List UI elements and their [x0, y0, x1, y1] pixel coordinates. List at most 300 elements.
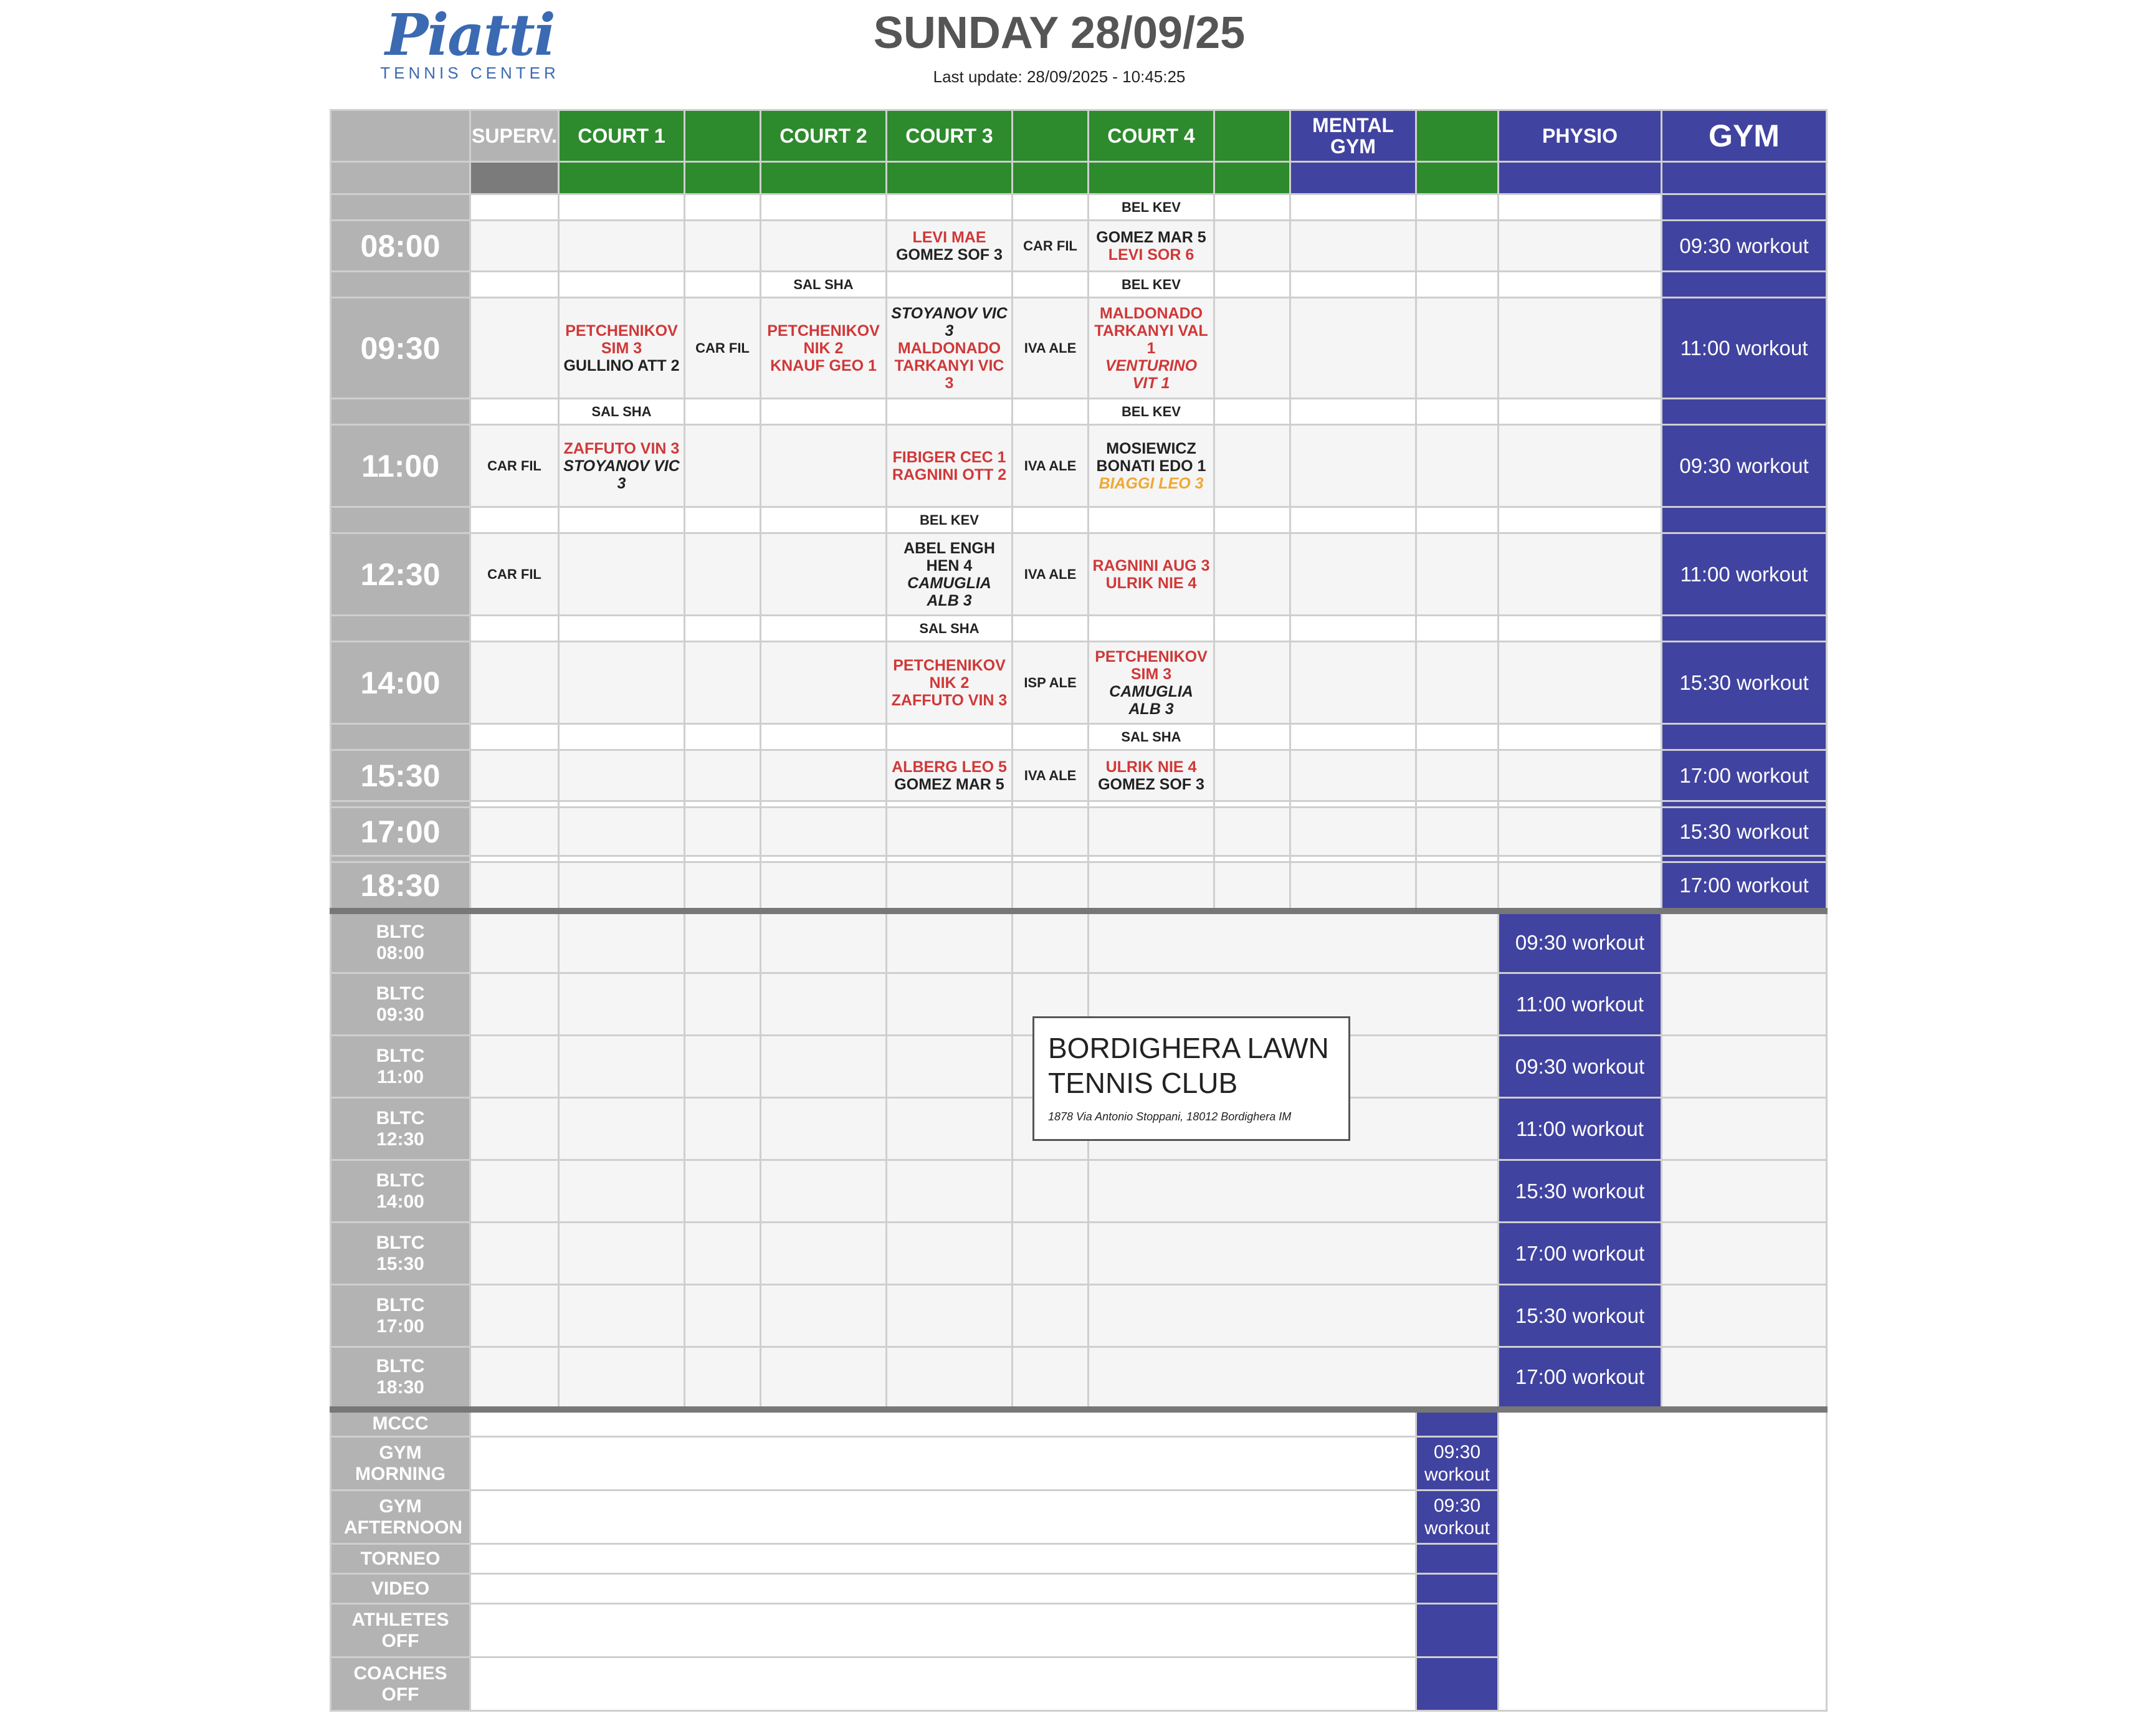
- player-entry: ULRIK NIE 4: [1105, 758, 1197, 776]
- booking-cell[interactable]: [887, 642, 1013, 724]
- bltc-court-cell[interactable]: [685, 1098, 761, 1160]
- bltc-court-cell[interactable]: [761, 911, 887, 973]
- player-entry: RAGNINI AUG 3: [1092, 556, 1210, 575]
- schedule-cell[interactable]: [1290, 298, 1416, 399]
- bottom-row-value: [1416, 1409, 1499, 1437]
- schedule-cell[interactable]: [1214, 298, 1290, 399]
- bltc-court-cell[interactable]: [470, 1036, 559, 1098]
- pre-row-cell: [1499, 856, 1662, 862]
- schedule-cell[interactable]: [1499, 533, 1662, 616]
- schedule-cell[interactable]: [1499, 425, 1662, 507]
- schedule-cell[interactable]: [685, 862, 761, 911]
- schedule-cell[interactable]: [470, 808, 559, 856]
- schedule-cell[interactable]: [1214, 862, 1290, 911]
- bltc-court-cell[interactable]: [1089, 1223, 1499, 1285]
- schedule-cell[interactable]: [1499, 862, 1662, 911]
- column-header: [685, 110, 761, 162]
- pre-row-cell: [1499, 194, 1662, 221]
- pre-row-cell: [761, 399, 887, 425]
- coach-assignment: SAL SHA: [1089, 724, 1214, 750]
- schedule-cell[interactable]: [1089, 862, 1214, 911]
- gym-workout-cell[interactable]: 09:30 workout: [1662, 221, 1827, 272]
- pre-row-cell: [1662, 399, 1827, 425]
- player-entry: ALBERG LEO 5: [892, 758, 1007, 776]
- booking-cell[interactable]: [761, 298, 887, 399]
- booking-cell[interactable]: [559, 425, 685, 507]
- booking-cell[interactable]: [1089, 750, 1214, 801]
- bltc-court-cell[interactable]: [1013, 1223, 1089, 1285]
- player-entry: ZAFFUTO VIN 3: [563, 439, 680, 457]
- column-header: COURT 4: [1089, 110, 1214, 162]
- coach-assignment: SAL SHA: [761, 272, 887, 298]
- time-slot-label: 17:00: [331, 808, 470, 856]
- bltc-court-cell[interactable]: [685, 1347, 761, 1409]
- bottom-row-notes[interactable]: [470, 1604, 1416, 1657]
- time-slot-label: 12:30: [331, 533, 470, 616]
- booking-cell[interactable]: [887, 750, 1013, 801]
- schedule-cell[interactable]: [761, 862, 887, 911]
- pre-row-cell: [887, 724, 1013, 750]
- schedule-cell[interactable]: [559, 808, 685, 856]
- schedule-cell[interactable]: [761, 533, 887, 616]
- bltc-time-label: [331, 1223, 470, 1285]
- logo-word: Piatti: [385, 1, 555, 69]
- schedule-cell[interactable]: [1214, 808, 1290, 856]
- bottom-row-notes[interactable]: [470, 1544, 1416, 1574]
- pre-row-cell: [1662, 616, 1827, 642]
- bltc-gym-cell: [1662, 1160, 1827, 1223]
- pre-row-cell: [470, 616, 559, 642]
- booking-cell[interactable]: [559, 298, 685, 399]
- coach-assignment[interactable]: CAR FIL: [470, 533, 559, 616]
- bltc-gym-cell: [1662, 1223, 1827, 1285]
- player-entry: PETCHENIKOV SIM 3: [565, 322, 678, 357]
- pre-row-cell: [761, 724, 887, 750]
- schedule-cell[interactable]: [1290, 425, 1416, 507]
- bltc-court-cell[interactable]: [887, 1347, 1013, 1409]
- bltc-time-label: [331, 1285, 470, 1347]
- schedule-cell[interactable]: [685, 425, 761, 507]
- bltc-court-cell[interactable]: [470, 1223, 559, 1285]
- header-subrow-cell: [1013, 162, 1089, 194]
- column-header: COURT 1: [559, 110, 685, 162]
- pre-row-cell: [685, 399, 761, 425]
- schedule-cell[interactable]: [685, 642, 761, 724]
- schedule-cell[interactable]: [559, 862, 685, 911]
- pre-row-cell: [1662, 856, 1827, 862]
- schedule-cell[interactable]: [1290, 533, 1416, 616]
- pre-row-cell: [470, 194, 559, 221]
- pre-row-cell: [1416, 507, 1499, 533]
- schedule-cell[interactable]: [1214, 425, 1290, 507]
- bottom-row-notes[interactable]: [470, 1574, 1416, 1604]
- schedule-cell[interactable]: [1214, 221, 1290, 272]
- pre-row-cell: [1290, 399, 1416, 425]
- bltc-label-text: BLTC 17:00: [376, 1294, 425, 1337]
- bottom-row-label: GYM MORNING: [331, 1437, 470, 1490]
- pre-row-cell: [1662, 194, 1827, 221]
- bltc-court-cell[interactable]: [1013, 1160, 1089, 1223]
- booking-cell[interactable]: [1089, 533, 1214, 616]
- schedule-cell[interactable]: [1214, 533, 1290, 616]
- player-entry: BIAGGI LEO 3: [1099, 474, 1204, 492]
- schedule-cell[interactable]: [470, 862, 559, 911]
- bltc-court-cell[interactable]: [685, 973, 761, 1036]
- column-header: SUPERV.: [470, 110, 559, 162]
- bltc-gym-cell: [1662, 1036, 1827, 1098]
- pre-row-cell: [470, 399, 559, 425]
- time-slot-label: 09:30: [331, 298, 470, 399]
- pre-row-cell: [1499, 801, 1662, 808]
- logo-subtitle: TENNIS CENTER: [380, 64, 560, 82]
- player-entry: PETCHENIKOV NIK 2: [893, 656, 1006, 692]
- bltc-court-cell[interactable]: [559, 1036, 685, 1098]
- bltc-court-cell[interactable]: [559, 1223, 685, 1285]
- schedule-cell[interactable]: [1290, 808, 1416, 856]
- gym-workout-cell[interactable]: 11:00 workout: [1662, 533, 1827, 616]
- bltc-court-cell[interactable]: [470, 1285, 559, 1347]
- schedule-cell[interactable]: [1416, 808, 1499, 856]
- schedule-cell[interactable]: [761, 808, 887, 856]
- bltc-court-cell[interactable]: [1013, 911, 1089, 973]
- physio-workout-cell[interactable]: 11:00 workout: [1499, 1098, 1662, 1160]
- bltc-court-cell[interactable]: [887, 1285, 1013, 1347]
- schedule-cell[interactable]: [1499, 298, 1662, 399]
- coach-assignment[interactable]: IVA ALE: [1013, 298, 1089, 399]
- schedule-cell[interactable]: [1499, 808, 1662, 856]
- physio-workout-cell[interactable]: 09:30 workout: [1499, 1036, 1662, 1098]
- column-header: COURT 2: [761, 110, 887, 162]
- bltc-court-cell[interactable]: [1089, 1285, 1499, 1347]
- bltc-time-label: [331, 1098, 470, 1160]
- schedule-cell[interactable]: [559, 642, 685, 724]
- coach-assignment[interactable]: CAR FIL: [470, 425, 559, 507]
- player-entry: LEVI SOR 6: [1108, 246, 1194, 264]
- booking-cell[interactable]: [1089, 642, 1214, 724]
- bottom-row-label: VIDEO: [331, 1574, 470, 1604]
- physio-workout-cell[interactable]: 11:00 workout: [1499, 973, 1662, 1036]
- schedule-cell[interactable]: [1290, 221, 1416, 272]
- bltc-time-label: [331, 1347, 470, 1409]
- column-header: COURT 3: [887, 110, 1013, 162]
- coach-assignment: BEL KEV: [1089, 194, 1214, 221]
- player-entry: FIBIGER CEC 1: [892, 448, 1006, 466]
- pre-row-cell: [1499, 724, 1662, 750]
- pre-row-cell: [1662, 272, 1827, 298]
- player-entry: PETCHENIKOV NIK 2: [767, 322, 880, 357]
- schedule-cell[interactable]: [1290, 642, 1416, 724]
- schedule-cell[interactable]: [1089, 808, 1214, 856]
- bltc-court-cell[interactable]: [761, 1347, 887, 1409]
- bottom-row-label: ATHLETES OFF: [331, 1604, 470, 1657]
- pre-row-cell: [559, 616, 685, 642]
- player-entry: GULLINO ATT 2: [563, 356, 680, 374]
- pre-row-cell: [1013, 272, 1089, 298]
- bottom-row-value: 09:30 workout: [1416, 1490, 1499, 1544]
- bltc-court-cell[interactable]: [559, 911, 685, 973]
- pre-row-cell: [470, 801, 559, 808]
- schedule-cell[interactable]: [1416, 221, 1499, 272]
- bltc-label-text: BLTC 11:00: [376, 1045, 425, 1087]
- player-entry: MALDONADO TARKANYI VAL 1: [1094, 304, 1208, 357]
- schedule-cell[interactable]: [685, 533, 761, 616]
- pre-row-cell: [470, 724, 559, 750]
- coach-assignment[interactable]: ISP ALE: [1013, 642, 1089, 724]
- schedule-cell[interactable]: [1416, 298, 1499, 399]
- column-header: [1416, 110, 1499, 162]
- pre-row-cell: [1290, 801, 1416, 808]
- header-subrow-cell: [1214, 162, 1290, 194]
- bottom-row-notes[interactable]: [470, 1437, 1416, 1490]
- bltc-court-cell[interactable]: [685, 1160, 761, 1223]
- coach-assignment[interactable]: IVA ALE: [1013, 533, 1089, 616]
- player-entry: CAMUGLIA ALB 3: [907, 574, 991, 609]
- schedule-cell[interactable]: [1499, 221, 1662, 272]
- booking-cell[interactable]: [887, 298, 1013, 399]
- schedule-cell[interactable]: [1013, 862, 1089, 911]
- bltc-court-cell[interactable]: [761, 1098, 887, 1160]
- schedule-cell[interactable]: [1416, 750, 1499, 801]
- column-header: PHYSIO: [1499, 110, 1662, 162]
- coach-assignment[interactable]: CAR FIL: [1013, 221, 1089, 272]
- pre-row-cell: [1089, 856, 1214, 862]
- bltc-court-cell[interactable]: [1089, 1347, 1499, 1409]
- pre-row-cell: [1214, 399, 1290, 425]
- bltc-court-cell[interactable]: [685, 1036, 761, 1098]
- pre-row-cell: [1290, 194, 1416, 221]
- bltc-court-cell[interactable]: [887, 1160, 1013, 1223]
- schedule-cell[interactable]: [1290, 862, 1416, 911]
- gym-workout-cell[interactable]: 11:00 workout: [1662, 298, 1827, 399]
- player-entry: VENTURINO VIT 1: [1105, 356, 1198, 392]
- physio-workout-cell[interactable]: 15:30 workout: [1499, 1160, 1662, 1223]
- player-entry: STOYANOV VIC 3: [891, 304, 1008, 340]
- bltc-court-cell[interactable]: [761, 1223, 887, 1285]
- gym-workout-cell[interactable]: 15:30 workout: [1662, 642, 1827, 724]
- booking-cell[interactable]: [1089, 221, 1214, 272]
- bltc-court-cell[interactable]: [685, 1285, 761, 1347]
- gym-workout-cell[interactable]: 17:00 workout: [1662, 862, 1827, 911]
- player-entry: GOMEZ SOF 3: [1098, 775, 1204, 793]
- schedule-cell[interactable]: [1416, 862, 1499, 911]
- bltc-court-cell[interactable]: [761, 1036, 887, 1098]
- pre-row-cell: [1214, 194, 1290, 221]
- physio-workout-cell[interactable]: 15:30 workout: [1499, 1285, 1662, 1347]
- header-subrow-cell: [1662, 162, 1827, 194]
- bottom-row-label: COACHES OFF: [331, 1657, 470, 1711]
- pre-row-cell: [1290, 856, 1416, 862]
- bottom-row-notes[interactable]: [470, 1490, 1416, 1544]
- schedule-cell[interactable]: [1416, 533, 1499, 616]
- pre-row-cell: [1214, 272, 1290, 298]
- schedule-cell[interactable]: [559, 533, 685, 616]
- pre-row-cell: [685, 616, 761, 642]
- pre-row-cell: [1290, 507, 1416, 533]
- schedule-cell[interactable]: [1290, 750, 1416, 801]
- schedule-cell[interactable]: [761, 425, 887, 507]
- bltc-court-cell[interactable]: [559, 1347, 685, 1409]
- header-subrow-cell: [1290, 162, 1416, 194]
- pre-row-cell: [761, 801, 887, 808]
- coach-assignment: SAL SHA: [887, 616, 1013, 642]
- bltc-time-label: [331, 973, 470, 1036]
- player-entry: CAMUGLIA ALB 3: [1109, 682, 1193, 718]
- schedule-cell[interactable]: [1214, 642, 1290, 724]
- schedule-cell[interactable]: [1013, 808, 1089, 856]
- physio-workout-cell[interactable]: 17:00 workout: [1499, 1347, 1662, 1409]
- bltc-gym-cell: [1662, 1347, 1827, 1409]
- pre-row-cell: [685, 507, 761, 533]
- bltc-court-cell[interactable]: [470, 973, 559, 1036]
- pre-row-cell: [887, 399, 1013, 425]
- pre-row-cell: [331, 194, 470, 221]
- pre-row-cell: [1499, 616, 1662, 642]
- physio-workout-cell[interactable]: 17:00 workout: [1499, 1223, 1662, 1285]
- schedule-cell[interactable]: [1499, 750, 1662, 801]
- bltc-gym-cell: [1662, 1285, 1827, 1347]
- pre-row-cell: [1499, 507, 1662, 533]
- schedule-cell[interactable]: [1416, 425, 1499, 507]
- bltc-court-cell[interactable]: [559, 1160, 685, 1223]
- schedule-cell[interactable]: [470, 750, 559, 801]
- gym-workout-cell[interactable]: 15:30 workout: [1662, 808, 1827, 856]
- pre-row-cell: [1089, 507, 1214, 533]
- booking-cell[interactable]: [1089, 425, 1214, 507]
- schedule-cell[interactable]: [559, 750, 685, 801]
- booking-cell[interactable]: [887, 533, 1013, 616]
- time-slot-label: 08:00: [331, 221, 470, 272]
- coach-assignment[interactable]: IVA ALE: [1013, 750, 1089, 801]
- bltc-court-cell[interactable]: [761, 1160, 887, 1223]
- bltc-address: 1878 Via Antonio Stoppani, 18012 Bordighera IM: [1048, 1110, 1292, 1123]
- bltc-court-cell[interactable]: [761, 973, 887, 1036]
- header-corner: [331, 110, 470, 162]
- schedule-cell[interactable]: [470, 642, 559, 724]
- player-entry: KNAUF GEO 1: [770, 356, 877, 374]
- bltc-court-cell[interactable]: [470, 1098, 559, 1160]
- pre-row-cell: [1214, 507, 1290, 533]
- pre-row-cell: [331, 507, 470, 533]
- bottom-row-value: [1416, 1544, 1499, 1574]
- bltc-court-cell[interactable]: [685, 911, 761, 973]
- bltc-court-cell[interactable]: [470, 1160, 559, 1223]
- pre-row-cell: [1499, 399, 1662, 425]
- schedule-cell[interactable]: [685, 808, 761, 856]
- physio-workout-cell[interactable]: 09:30 workout: [1499, 911, 1662, 973]
- pre-row-cell: [331, 856, 470, 862]
- pre-row-cell: [1013, 507, 1089, 533]
- player-entry: BONATI EDO 1: [1096, 457, 1206, 475]
- header-subrow-cell: [761, 162, 887, 194]
- player-entry: MALDONADO TARKANYI VIC 3: [894, 339, 1004, 392]
- booking-cell[interactable]: [887, 425, 1013, 507]
- bltc-court-cell[interactable]: [559, 1285, 685, 1347]
- bltc-court-cell[interactable]: [470, 911, 559, 973]
- bltc-court-cell[interactable]: [887, 973, 1013, 1036]
- schedule-cell[interactable]: [685, 221, 761, 272]
- time-slot-label: 14:00: [331, 642, 470, 724]
- bltc-court-cell[interactable]: [887, 911, 1013, 973]
- pre-row-cell: [685, 194, 761, 221]
- bottom-row-label: GYM AFTERNOON: [331, 1490, 470, 1544]
- pre-row-cell: [761, 507, 887, 533]
- schedule-cell[interactable]: [470, 298, 559, 399]
- gym-workout-cell[interactable]: 17:00 workout: [1662, 750, 1827, 801]
- pre-row-cell: [1013, 616, 1089, 642]
- bottom-row-label: TORNEO: [331, 1544, 470, 1574]
- schedule-cell[interactable]: [761, 221, 887, 272]
- pre-row-cell: [685, 856, 761, 862]
- bltc-court-cell[interactable]: [887, 1223, 1013, 1285]
- booking-cell[interactable]: [1089, 298, 1214, 399]
- bltc-court-cell[interactable]: [559, 973, 685, 1036]
- pre-row-cell: [1013, 399, 1089, 425]
- bltc-court-cell[interactable]: [559, 1098, 685, 1160]
- pre-row-cell: [1416, 616, 1499, 642]
- player-entry: PETCHENIKOV SIM 3: [1095, 647, 1208, 683]
- bltc-court-cell[interactable]: [1089, 1160, 1499, 1223]
- schedule-cell[interactable]: [1416, 642, 1499, 724]
- schedule-cell[interactable]: [470, 221, 559, 272]
- bltc-court-cell[interactable]: [1013, 1285, 1089, 1347]
- column-header: GYM: [1662, 110, 1827, 162]
- bltc-label-text: BLTC 14:00: [376, 1170, 425, 1212]
- coach-assignment[interactable]: CAR FIL: [685, 298, 761, 399]
- bltc-gym-cell: [1662, 911, 1827, 973]
- bltc-court-cell[interactable]: [470, 1347, 559, 1409]
- bltc-court-cell[interactable]: [761, 1285, 887, 1347]
- coach-assignment[interactable]: IVA ALE: [1013, 425, 1089, 507]
- bltc-court-cell[interactable]: [887, 1098, 1013, 1160]
- bltc-court-cell[interactable]: [1013, 1347, 1089, 1409]
- schedule-cell[interactable]: [887, 808, 1013, 856]
- gym-workout-cell[interactable]: 09:30 workout: [1662, 425, 1827, 507]
- schedule-cell[interactable]: [685, 750, 761, 801]
- pre-row-cell: [559, 194, 685, 221]
- bltc-court-cell[interactable]: [1089, 911, 1499, 973]
- schedule-cell[interactable]: [761, 642, 887, 724]
- schedule-cell[interactable]: [559, 221, 685, 272]
- bltc-label-text: BLTC 18:30: [376, 1355, 425, 1398]
- bottom-row-value: 09:30 workout: [1416, 1437, 1499, 1490]
- header-subrow-cell: [331, 162, 470, 194]
- pre-row-cell: [1214, 724, 1290, 750]
- bltc-court-cell[interactable]: [887, 1036, 1013, 1098]
- schedule-cell[interactable]: [1499, 642, 1662, 724]
- pre-row-cell: [559, 801, 685, 808]
- bltc-court-cell[interactable]: [685, 1223, 761, 1285]
- bottom-row-notes[interactable]: [470, 1657, 1416, 1711]
- schedule-cell[interactable]: [761, 750, 887, 801]
- bottom-row-notes[interactable]: [470, 1409, 1416, 1437]
- bltc-time-label: [331, 911, 470, 973]
- booking-cell[interactable]: [887, 221, 1013, 272]
- pre-row-cell: [1013, 856, 1089, 862]
- column-header: [1214, 110, 1290, 162]
- bltc-label-text: BLTC 12:30: [376, 1107, 425, 1150]
- pre-row-cell: [887, 856, 1013, 862]
- pre-row-cell: [1214, 856, 1290, 862]
- schedule-cell[interactable]: [887, 862, 1013, 911]
- player-entry: MOSIEWICZ: [1106, 439, 1196, 457]
- bottom-row-value: [1416, 1574, 1499, 1604]
- pre-row-cell: [331, 399, 470, 425]
- pre-row-cell: [1290, 272, 1416, 298]
- pre-row-cell: [1416, 399, 1499, 425]
- header-subrow-cell: [1416, 162, 1499, 194]
- pre-row-cell: [331, 616, 470, 642]
- schedule-cell[interactable]: [1214, 750, 1290, 801]
